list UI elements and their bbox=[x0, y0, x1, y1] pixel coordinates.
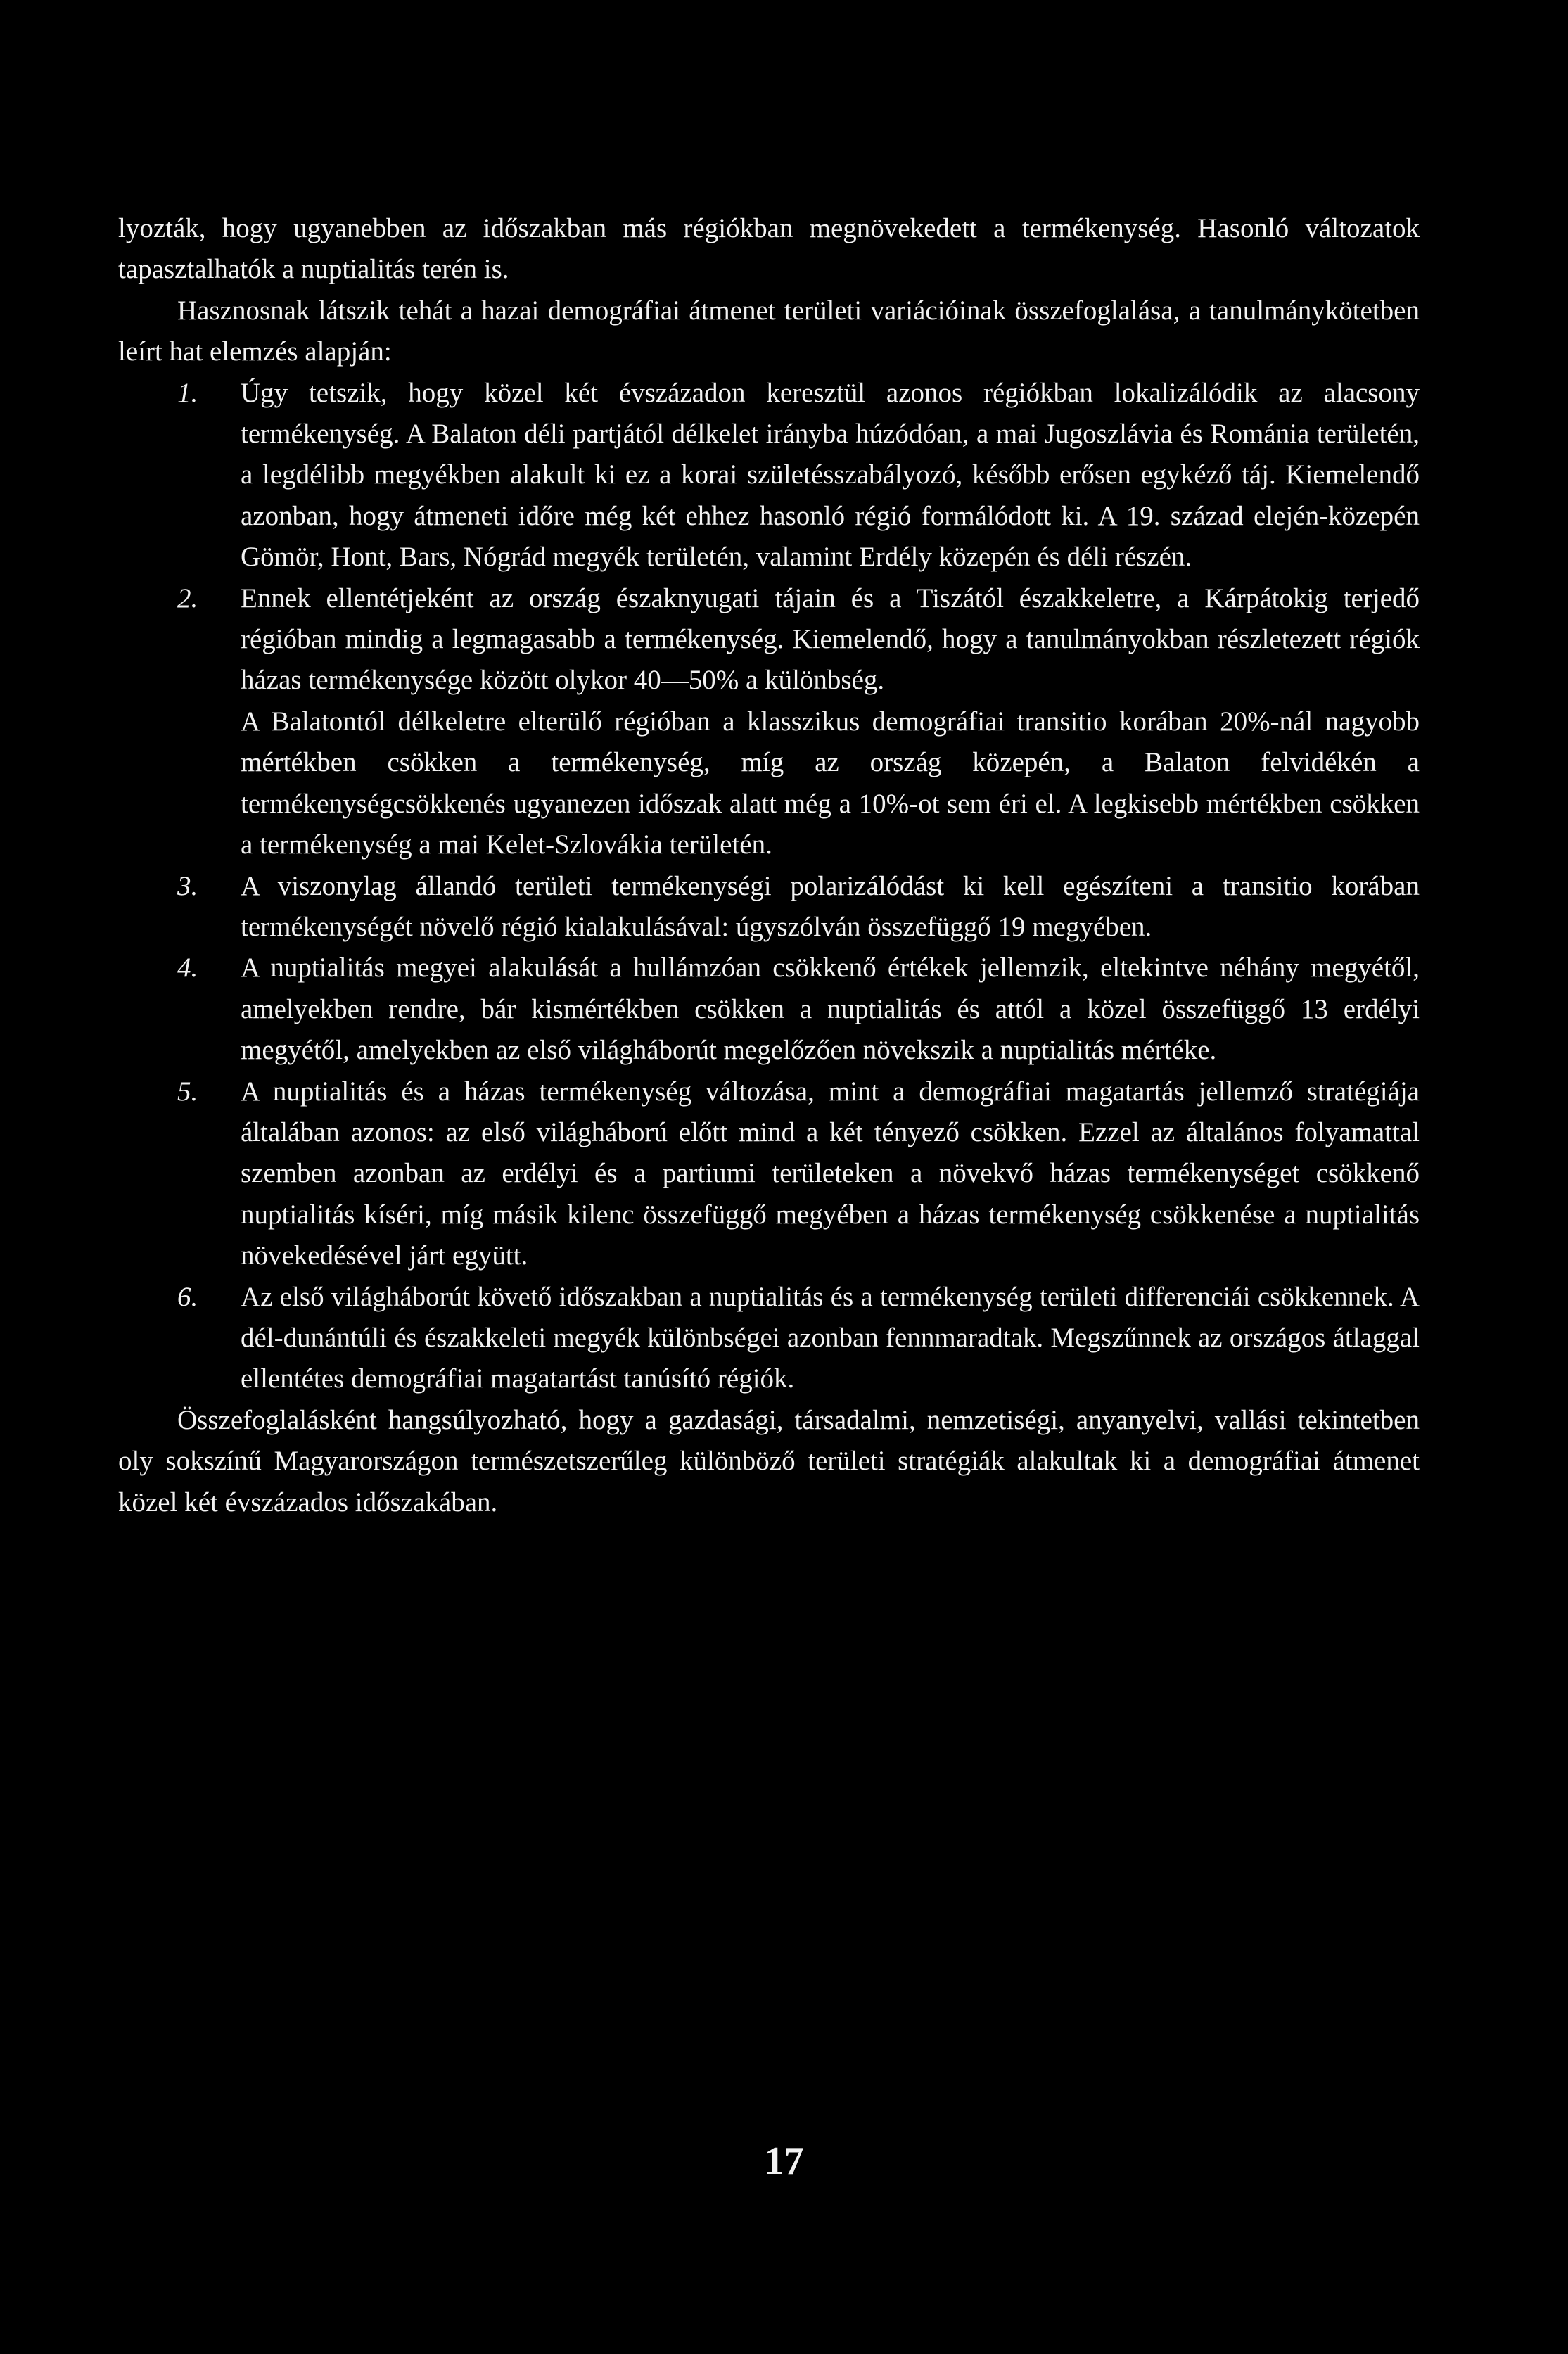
item-number: 4. bbox=[177, 953, 198, 984]
page-number: 17 bbox=[764, 2139, 804, 2183]
item-text-continued: A Balatontól délkeletre elterülő régióban a klasszikus demográfiai transitio korában 20%-nál nagyobb mértékben csökken a termékenység, míg az ország közepén, a Balaton felvidékén a termékenységcsökkenés ugyanezen időszak alatt még a 10%-ot sem éri el. A legkisebb mértékben csökken a termékenység a mai Kelet-Szlovákia területén. bbox=[241, 706, 1420, 860]
list-item-5 bbox=[118, 1071, 1420, 1277]
item-number: 1. bbox=[177, 377, 198, 408]
list-item-1 bbox=[118, 373, 1420, 578]
item-text: Úgy tetszik, hogy közel két évszázadon keresztül azonos régiókban lokalizálódik az alacsony termékenység. A Balaton déli partjától délkelet irányba húzódóan, a mai Jugoszlávia és Románia területén, a legdélibb megyékben alakult ki ez a korai születésszabályozó, később erősen egykéző táj. Kiemelendő azonban, hogy átmeneti időre még két ehhez hasonló régió formálódott ki. A 19. század elején-közepén Gömör, Hont, Bars, Nógrád megyék területén, valamint Erdély közepén és déli részén. bbox=[241, 377, 1420, 573]
list-item-6 bbox=[118, 1277, 1420, 1400]
continuation-paragraph: lyozták, hogy ugyanebben az időszakban más régiókban megnövekedett a termékenység. Hasonló változatok tapasztalhatók a nuptialitás terén is. bbox=[118, 213, 1420, 285]
item-text: A nuptialitás megyei alakulását a hullámzóan csökkenő értékek jellemzik, eltekintve néhány megyétől, amelyekben rendre, bár kismértékben csökken a nuptialitás és attól a közel összefüggő 13 erdélyi megyétől, amelyekben az első világháborút megelőzően növekszik a nuptialitás mértéke. bbox=[241, 953, 1420, 1066]
item-number: 6. bbox=[177, 1281, 198, 1312]
list-item-4 bbox=[118, 948, 1420, 1071]
list-item-2 bbox=[118, 578, 1420, 866]
intro-paragraph: Hasznosnak látszik tehát a hazai demográfiai átmenet területi variációinak összefoglalása, a tanulmánykötetben leírt hat elemzés alapján: bbox=[118, 295, 1420, 367]
page-body bbox=[118, 208, 1420, 1523]
item-number: 5. bbox=[177, 1076, 198, 1107]
item-text: A viszonylag állandó területi termékenységi polarizálódást ki kell egészíteni a transitio korában termékenységét növelő régió kialakulásával: úgyszólván összefüggő 19 megyében. bbox=[241, 870, 1420, 942]
item-text: Az első világháborút követő időszakban a nuptialitás és a termékenység területi differenciái csökkennek. A dél-dunántúli és északkeleti megyék különbségei azonban fennmaradtak. Megszűnnek az országos átlaggal ellentétes demográfiai magatartást tanúsító régiók. bbox=[241, 1281, 1420, 1394]
item-text: A nuptialitás és a házas termékenység változása, mint a demográfiai magatartás jellemző stratégiája általában azonos: az első világháború előtt mind a két tényező csökken. Ezzel az általános folyamattal szemben azonban az erdélyi és a partiumi területeken a növekvő házas termékenységet csökkenő nuptialitás kíséri, míg másik kilenc összefüggő megyében a házas termékenység csökkenése a nuptialitás növekedésével járt együtt. bbox=[241, 1076, 1420, 1271]
list-item-3 bbox=[118, 866, 1420, 948]
item-number: 3. bbox=[177, 870, 198, 901]
item-number: 2. bbox=[177, 583, 198, 613]
conclusion-paragraph: Összefoglalásként hangsúlyozható, hogy a gazdasági, társadalmi, nemzetiségi, anyanyelvi, vallási tekintetben oly sokszínű Magyarországon természetszerűleg különböző területi stratégiák alakultak ki a demográfiai átmenet közel két évszázados időszakában. bbox=[118, 1404, 1420, 1518]
item-text: Ennek ellentétjeként az ország északnyugati tájain és a Tiszától északkeletre, a Kárpátokig terjedő régióban mindig a legmagasabb a termékenység. Kiemelendő, hogy a tanulmányokban részletezett régiók házas termékenysége között olykor 40—50% a különbség. bbox=[241, 583, 1420, 696]
